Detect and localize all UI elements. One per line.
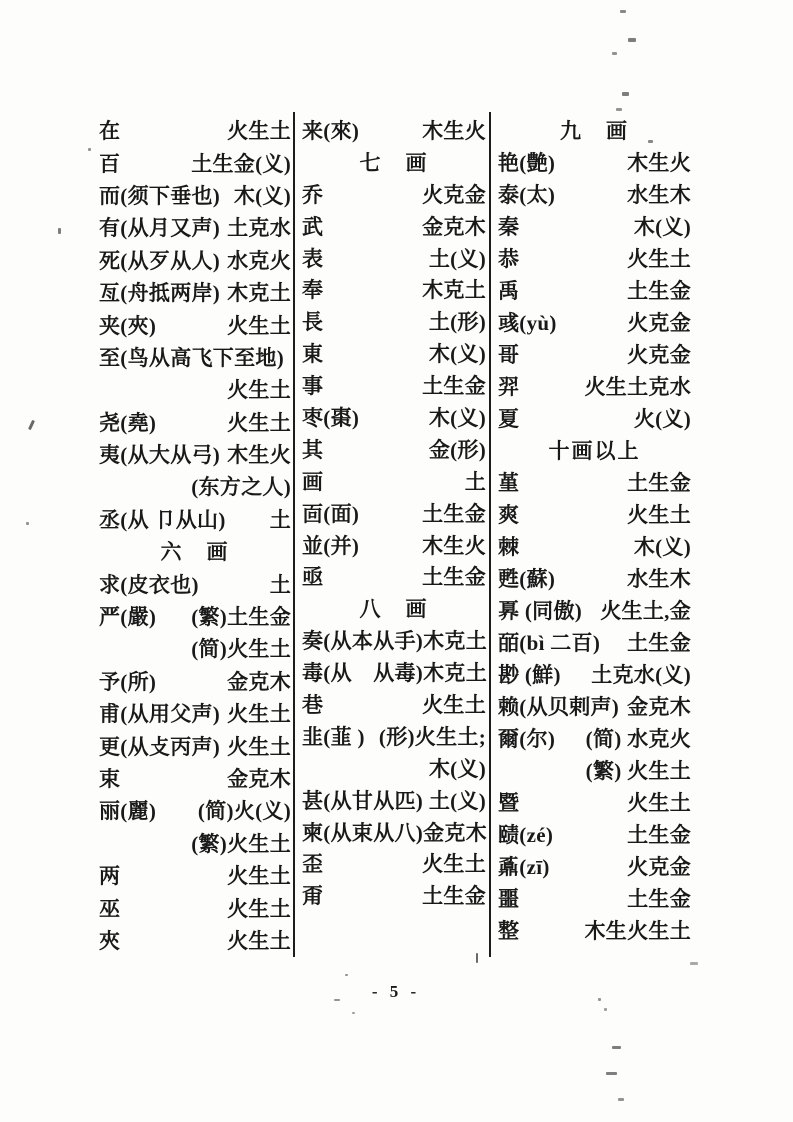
element-attribution: 土 [464, 469, 486, 494]
entry-character: 巫 [99, 896, 121, 921]
entry-character: 其 [302, 437, 324, 462]
entry-character: 韭(韮 ) [302, 724, 365, 749]
element-attribution: 土 [269, 572, 291, 597]
scan-speck [620, 10, 626, 13]
dict-entry-row [99, 308, 291, 340]
entry-character: 泰(太) [498, 183, 556, 207]
dict-entry-row [99, 406, 291, 438]
dict-entry-row [498, 178, 691, 210]
element-attribution: 土克水(义) [591, 663, 691, 687]
entry-continuation-row [99, 827, 291, 859]
scan-speck [352, 1012, 355, 1014]
dict-entry-row [302, 656, 486, 688]
dict-entry-row [302, 337, 486, 369]
element-attribution: 木生火 [422, 533, 486, 558]
section-header [302, 592, 486, 624]
element-attribution: 木克土 [423, 661, 487, 686]
element-attribution: 木(义) [233, 183, 291, 208]
element-attribution: 木克土 [423, 629, 487, 654]
element-attribution: 火克金 [422, 182, 486, 207]
dict-entry-row [302, 720, 486, 752]
dict-entry-row [99, 567, 291, 599]
dict-entry-row [498, 338, 691, 370]
dict-entry-row [99, 762, 291, 794]
dict-entry-row [99, 503, 291, 535]
entry-character: 表 [302, 246, 324, 271]
dict-entry-row [99, 891, 291, 923]
dict-entry-row [302, 560, 486, 592]
element-attribution: 火生土 [627, 247, 691, 271]
entry-character: 歪 [302, 852, 324, 877]
entry-character: 赜(zé) [498, 823, 554, 847]
entry-character: 尠 (鮮) [498, 663, 561, 687]
scan-speck [612, 52, 617, 55]
element-attribution: 土生金 [627, 887, 691, 911]
dict-entry-row [99, 729, 291, 761]
element-attribution: 土生金(义) [191, 151, 291, 176]
entry-character: 来(來) [302, 118, 360, 143]
column-divider-left [293, 112, 295, 957]
scan-speck [618, 1098, 624, 1101]
element-attribution: 水生木 [627, 567, 691, 591]
entry-character: 夾 [99, 928, 121, 953]
entry-character: 毒(从 从毒) [302, 661, 424, 686]
element-attribution: 水生木 [627, 183, 691, 207]
section-header-label: 六 画 [160, 540, 230, 565]
element-attribution: 火生土 [227, 378, 291, 403]
element-attribution: 火生土 [422, 692, 486, 717]
entry-character: 甦(蘇) [498, 567, 556, 591]
element-attribution: 土(义) [428, 788, 486, 813]
entry-continuation-row [99, 373, 291, 405]
section-header-label: 十画以上 [548, 439, 641, 463]
element-attribution: 木生火 [627, 151, 691, 175]
dict-entry-row [99, 244, 291, 276]
scan-speck [334, 999, 340, 1001]
dict-entry-row [498, 562, 691, 594]
element-attribution: 火生土,金 [600, 599, 691, 623]
dict-entry-row [498, 530, 691, 562]
dict-entry-row [99, 146, 291, 178]
element-attribution: 水克火 [227, 248, 291, 273]
entry-character: 事 [302, 374, 324, 399]
dict-entry-row [99, 600, 291, 632]
dict-entry-row [302, 465, 486, 497]
dictionary-column-2 [302, 114, 486, 911]
entry-character: 羿 [498, 375, 520, 399]
entry-continuation-row [99, 470, 291, 502]
entry-character: 彧(yù) [498, 311, 557, 335]
entry-continuation-row [302, 752, 486, 784]
dict-entry-row [498, 370, 691, 402]
scan-speck [648, 140, 653, 143]
section-header [498, 114, 691, 146]
entry-character: 亟 [302, 565, 324, 590]
dict-entry-row [498, 498, 691, 530]
dict-entry-row [498, 626, 691, 658]
element-attribution: 木克土 [422, 278, 486, 303]
dict-entry-row [498, 914, 691, 946]
entry-character: 暨 [498, 791, 520, 815]
element-attribution: 金克木 [227, 767, 291, 791]
dict-entry-row [302, 624, 486, 656]
entry-character: 求(皮衣也) [99, 572, 199, 597]
scan-speck [612, 1046, 621, 1049]
dict-entry-row [302, 242, 486, 274]
entry-character: 死(从歹从人) [99, 248, 221, 273]
entry-character: 整 [498, 919, 520, 943]
element-attribution: 火生土 [627, 503, 691, 527]
dict-entry-row [498, 850, 691, 882]
element-attribution: 木(义) [428, 342, 486, 367]
entry-character: 禹 [498, 279, 520, 303]
entry-character: 奡 (同傲) [498, 599, 583, 623]
section-header-label: 七 画 [359, 150, 429, 175]
element-attribution: 土生金 [627, 823, 691, 847]
entry-character: 甚(从甘从匹) [302, 788, 424, 813]
entry-character: 丽(麗) [99, 799, 157, 824]
section-header-label: 八 画 [359, 597, 429, 622]
element-attribution: 火生土克水 [584, 375, 691, 399]
dict-entry-row [302, 401, 486, 433]
dict-entry-row [498, 466, 691, 498]
element-attribution: (繁)土生金 [191, 605, 291, 630]
entry-character: 丞(从 卩从山) [99, 507, 226, 532]
dict-entry-row [99, 211, 291, 243]
element-attribution: 火生土 [227, 119, 291, 144]
page-number: - 5 - [371, 982, 421, 1001]
entry-character: 奉 [302, 278, 324, 303]
entry-character: 夹(夾) [99, 313, 157, 338]
entry-character: 乔 [302, 182, 324, 207]
entry-character: 靣(面) [302, 501, 360, 526]
entry-character: 爾(尔) [498, 727, 556, 751]
entry-character: 秦 [498, 215, 520, 239]
dict-entry-row [302, 816, 486, 848]
dictionary-column-3 [498, 114, 691, 946]
section-header [302, 146, 486, 178]
entry-character: 甫(从用父声) [99, 702, 221, 727]
element-attribution: 土(形) [428, 310, 486, 335]
element-attribution: (简) 水克火 [585, 727, 691, 751]
scan-speck [58, 228, 61, 234]
element-attribution: 金克木 [422, 214, 486, 239]
entry-character: 巷 [302, 692, 324, 717]
dict-entry-row [302, 847, 486, 879]
entry-character: 鼒(zī) [498, 855, 550, 879]
scan-speck [598, 998, 601, 1001]
element-attribution: 木生火 [422, 118, 486, 143]
entry-character: 夷(从大从弓) [99, 443, 221, 468]
dict-entry-row [99, 924, 291, 956]
dict-entry-row [498, 690, 691, 722]
entry-character: 奏(从本从手) [302, 629, 424, 654]
section-header [99, 535, 291, 567]
entry-character: 堇 [498, 471, 520, 495]
scan-speck [690, 962, 698, 965]
entry-continuation-row [99, 632, 291, 664]
element-attribution: 火(义) [633, 407, 691, 431]
dict-entry-row [302, 305, 486, 337]
dict-entry-row [99, 341, 291, 373]
element-attribution: 火生土 [227, 410, 291, 435]
scan-speck [622, 92, 629, 96]
entry-character: 甭 [302, 884, 324, 909]
element-attribution: 木生火生土 [584, 919, 691, 943]
entry-character: 棘 [498, 535, 520, 559]
scan-speck [476, 953, 478, 963]
element-attribution: (形)火生土; [378, 724, 486, 749]
entry-character: 百 [99, 151, 121, 176]
dict-entry-row [99, 665, 291, 697]
dict-entry-row [302, 879, 486, 911]
dict-entry-row [498, 146, 691, 178]
section-header-label: 九 画 [560, 119, 629, 143]
element-attribution: 火克金 [627, 343, 691, 367]
entry-character: 夏 [498, 407, 520, 431]
element-attribution: (简)火(义) [197, 799, 291, 824]
entry-character: 画 [302, 469, 324, 494]
element-attribution: (东方之人) [191, 475, 291, 500]
dict-entry-row [498, 274, 691, 306]
element-attribution: 木(义) [428, 756, 486, 781]
dict-entry-row [302, 178, 486, 210]
dict-entry-row [498, 882, 691, 914]
element-attribution: 土生金 [422, 374, 486, 399]
dict-entry-row [498, 594, 691, 626]
element-attribution: 木(义) [633, 535, 691, 559]
entry-character: 艳(艶) [498, 151, 556, 175]
element-attribution: 火生土 [422, 852, 486, 877]
element-attribution: 火克金 [627, 855, 691, 879]
entry-character: 而(须下垂也) [99, 183, 221, 208]
dict-entry-row [302, 369, 486, 401]
element-attribution: (繁) 火生土 [585, 759, 691, 783]
element-attribution: 土(义) [428, 246, 486, 271]
element-attribution: 火克金 [627, 311, 691, 335]
dict-entry-row [302, 433, 486, 465]
element-attribution: 火生土 [227, 928, 291, 953]
dict-entry-row [498, 786, 691, 818]
entry-character: 並(并) [302, 533, 360, 558]
dict-entry-row [498, 242, 691, 274]
entry-character: 武 [302, 214, 324, 239]
element-attribution: (简)火生土 [191, 637, 291, 662]
element-attribution: 土克水 [227, 216, 291, 241]
entry-character: 噩 [498, 887, 520, 911]
dict-entry-row [498, 306, 691, 338]
element-attribution: 火生土 [227, 896, 291, 921]
element-attribution: 金克木 [423, 820, 487, 845]
element-attribution: 木(义) [633, 215, 691, 239]
column-divider-right [489, 112, 491, 957]
dict-entry-row [99, 276, 291, 308]
scan-speck [88, 148, 91, 151]
element-attribution: 火生土 [227, 702, 291, 727]
dict-entry-row [498, 658, 691, 690]
element-attribution: 木克土 [227, 281, 291, 306]
element-attribution: 土生金 [627, 471, 691, 495]
entry-character: 有(从月又声) [99, 216, 221, 241]
dict-entry-row [99, 438, 291, 470]
dict-entry-row [498, 818, 691, 850]
element-attribution: (繁)火生土 [191, 831, 291, 856]
scan-speck [26, 522, 29, 525]
section-header [498, 434, 691, 466]
element-attribution: 金(形) [428, 437, 486, 462]
entry-character: 柬(从束从八) [302, 820, 424, 845]
entry-character: 恭 [498, 247, 520, 271]
entry-character: 長 [302, 310, 324, 335]
scan-speck [345, 974, 348, 976]
element-attribution: 火生土 [627, 791, 691, 815]
entry-character: 更(从攴丙声) [99, 734, 221, 759]
dictionary-column-1 [99, 114, 291, 956]
element-attribution: 金克木 [227, 669, 291, 694]
entry-continuation-row [498, 754, 691, 786]
element-attribution: 木生火 [227, 443, 291, 468]
dict-entry-row [302, 784, 486, 816]
entry-character: 爽 [498, 503, 520, 527]
dict-entry-row [302, 497, 486, 529]
entry-character: 束 [99, 767, 121, 791]
dict-entry-row [99, 794, 291, 826]
scan-speck [628, 38, 636, 42]
entry-character: 亙(舟抵两岸) [99, 281, 221, 306]
element-attribution: 火生土 [227, 864, 291, 889]
entry-character: 尧(堯) [99, 410, 157, 435]
element-attribution: 土生金 [422, 565, 486, 590]
dict-entry-row [99, 114, 291, 146]
entry-character: 至(鸟从高飞下至地) [99, 345, 284, 370]
dict-entry-row [99, 859, 291, 891]
element-attribution: 土 [269, 507, 291, 532]
dict-entry-row [302, 210, 486, 242]
dict-entry-row [498, 402, 691, 434]
scan-speck [606, 1072, 617, 1075]
entry-character: 哥 [498, 343, 520, 367]
scan-speck [604, 1008, 607, 1011]
dict-entry-row [302, 688, 486, 720]
dict-entry-row [498, 210, 691, 242]
scan-speck [616, 108, 622, 111]
element-attribution: 土生金 [627, 631, 691, 655]
dict-entry-row [302, 114, 486, 146]
element-attribution: 木(义) [428, 405, 486, 430]
element-attribution: 火生土 [227, 734, 291, 759]
dict-entry-row [99, 179, 291, 211]
element-attribution: 土生金 [422, 501, 486, 526]
entry-character: 在 [99, 119, 121, 144]
dict-entry-row [498, 722, 691, 754]
element-attribution: 金克木 [627, 695, 691, 719]
dict-entry-row [302, 273, 486, 305]
dict-entry-row [99, 697, 291, 729]
entry-character: 皕(bì 二百) [498, 631, 601, 655]
dict-entry-row [302, 529, 486, 561]
element-attribution: 土生金 [422, 884, 486, 909]
element-attribution: 土生金 [627, 279, 691, 303]
entry-character: 東 [302, 342, 324, 367]
element-attribution: 火生土 [227, 313, 291, 338]
entry-character: 赖(从贝剌声) [498, 695, 620, 719]
entry-character: 枣(棗) [302, 405, 360, 430]
entry-character: 严(嚴) [99, 605, 157, 630]
entry-character: 两 [99, 864, 121, 889]
scan-speck [28, 420, 35, 430]
entry-character: 予(所) [99, 669, 157, 694]
